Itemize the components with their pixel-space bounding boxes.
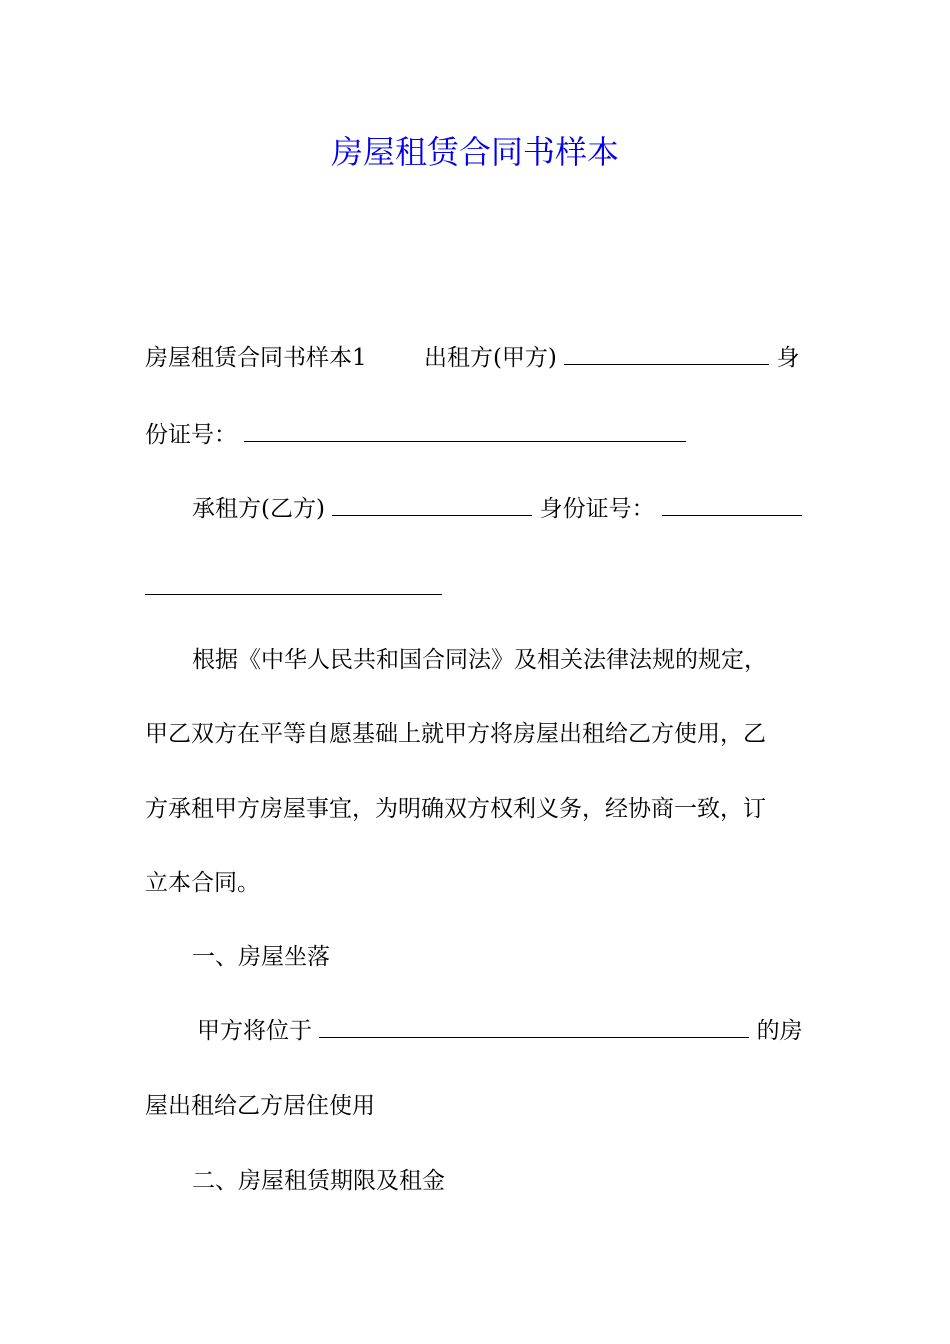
lessor-id-blank: [244, 440, 686, 442]
lessee-label: 承租方(乙方): [192, 496, 325, 522]
location-prefix: 甲方将位于: [197, 1018, 312, 1044]
section2-heading: 二、房屋租赁期限及租金: [192, 1168, 445, 1194]
preamble-line-1: 根据《中华人民共和国合同法》及相关法律法规的规定，: [192, 647, 767, 673]
lessor-id-line: [145, 418, 805, 452]
header-line: [145, 341, 805, 375]
lessor-id-label: 份证号：: [145, 422, 237, 448]
page-title: 房屋租赁合同书样本: [330, 133, 619, 171]
preamble-line-4: 立本合同。: [145, 870, 260, 896]
preamble-line-2: 甲乙双方在平等自愿基础上就甲方将房屋出租给乙方使用，乙: [145, 721, 766, 747]
lessee-id-blank: [662, 514, 802, 516]
location-suffix: 的房: [756, 1018, 803, 1044]
section1-heading: 一、房屋坐落: [192, 944, 330, 970]
location-blank: [319, 1036, 749, 1038]
preamble-line-3: 方承租甲方房屋事宜，为明确双方权利义务，经协商一致，订: [145, 796, 766, 822]
section1-usage-line: 屋出租给乙方居住使用: [145, 1093, 375, 1119]
lessor-name-blank: [564, 363, 769, 365]
lessee-id-blank-continued: [145, 594, 442, 595]
lessor-label: 出租方(甲方): [423, 345, 557, 371]
sample-label: 房屋租赁合同书样本1: [145, 345, 367, 371]
lessee-id-label: 身份证号：: [539, 496, 655, 522]
id-prefix: 身: [776, 345, 800, 371]
lessee-line: [145, 492, 805, 526]
section1-location-line: [145, 1014, 805, 1048]
lessee-name-blank: [332, 514, 532, 516]
